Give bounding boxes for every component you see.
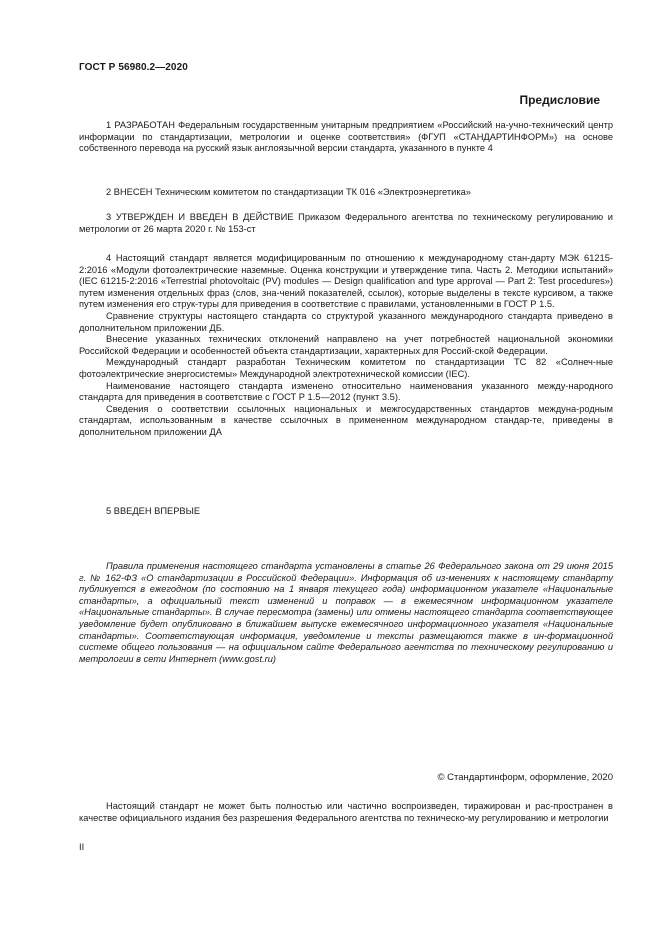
item-5: [79, 506, 613, 518]
reproduction-text: Настоящий стандарт не может быть полностью или частично воспроизведен, тиражирован и рас-пространен в качестве официального издания без разрешения Федерального агентства по техническо-му регулированию и метрологии: [79, 801, 613, 823]
item-2-text: 2 ВНЕСЕН Техническим комитетом по стандартизации ТК 016 «Электроэнергетика»: [106, 187, 471, 197]
item-4-paragraph: Сравнение структуры настоящего стандарта со структурой указанного международного стандарта приведено в дополнительном приложении ДБ.: [79, 310, 613, 333]
item-3: [79, 212, 613, 235]
item-1: [79, 120, 613, 155]
page-title: Предисловие: [519, 93, 600, 107]
reproduction-notice: [79, 801, 613, 824]
notice-text: Правила применения настоящего стандарта установлены в статье 26 Федерального закона от 29 июня 2015 г. № 162-ФЗ «О стандартизации в Российской Федерации». Информация об из-менениях к настоящему стандарту публикуется в ежегодном (по состоянию на 1 января текущего года) информационном указателе «Национальные стандарты», а официальный текст изменений и поправок — в ежемесячном информационном указателе «Национальные стандарты». В случае пересмотра (замены) или отмены настоящего стандарта соответствующее уведомление будет опубликовано в ближайшем выпуске ежемесячного информационного указателя «Национальные стандарты». Соответствующая информация, уведомление и тексты размещаются также в ин-формационной системе общего пользования — на официальном сайте Федерального агентства по техническому регулированию и метрологии в сети Интернет (www.gost.ru): [79, 561, 613, 664]
item-4: [79, 253, 613, 439]
item-4-paragraph: Внесение указанных технических отклонений направлено на учет потребностей национальной экономики Российской Федерации и особенностей объекта стандартизации, характерных для Россий-ской Федерации.: [79, 334, 613, 356]
item-4-paragraph: Наименование настоящего стандарта изменено относительно наименования указанного между-народного стандарта для приведения в соответствие с ГОСТ Р 1.5—2012 (пункт 3.5).: [79, 380, 613, 403]
notice-block: [79, 561, 613, 665]
item-3-text: 3 УТВЕРЖДЕН И ВВЕДЕН В ДЕЙСТВИЕ Приказом Федерального агентства по техническому регулированию и метрологии от 26 марта 2020 г. № 153-ст: [79, 212, 613, 234]
standard-code: ГОСТ Р 56980.2—2020: [79, 62, 188, 73]
item-2: [79, 187, 613, 199]
item-1-text: 1 РАЗРАБОТАН Федеральным государственным унитарным предприятием «Российский на-учно-технический центр информации по стандартизации, метрологии и оценке соответствия» (ФГУП «СТАНДАРТИНФОРМ») на основе собственного перевода на русский язык англоязычной версии стандарта, указанного в пункте 4: [79, 120, 613, 154]
item-4-paragraph: 4 Настоящий стандарт является модифицированным по отношению к международному стан-дарту МЭК 61215-2:2016 «Модули фотоэлектрические наземные. Оценка конструкции и утверждение типа. Часть 2. Методики испытаний» (IEC 61215-2:2016 «Terrestrial photovoltaic (PV) modules — Design qualification and type approval — Part 2: Test procedures») путем изменения отдельных фраз (слов, зна-чений показателей, ссылок), которые выделены в тексте курсивом, а также путем изменения его струк-туры для приведения в соответствие с правилами, установленными в ГОСТ Р 1.5.: [79, 253, 613, 310]
page-number: II: [79, 842, 85, 852]
item-5-text: 5 ВВЕДЕН ВПЕРВЫЕ: [106, 506, 201, 516]
copyright: © Стандартинформ, оформление, 2020: [437, 772, 613, 783]
item-4-paragraph: Сведения о соответствии ссылочных национальных и межгосударственных стандартов междуна-родным стандартам, использованным в качестве ссылочных в примененном международном стандар-те, приведены в дополнительном приложении ДА: [79, 403, 613, 437]
item-4-paragraph: Международный стандарт разработан Техническим комитетом по стандартизации ТС 82 «Солнеч-ные фотоэлектрические энергосистемы» Международной электротехнической комиссии (IEC).: [79, 357, 613, 379]
